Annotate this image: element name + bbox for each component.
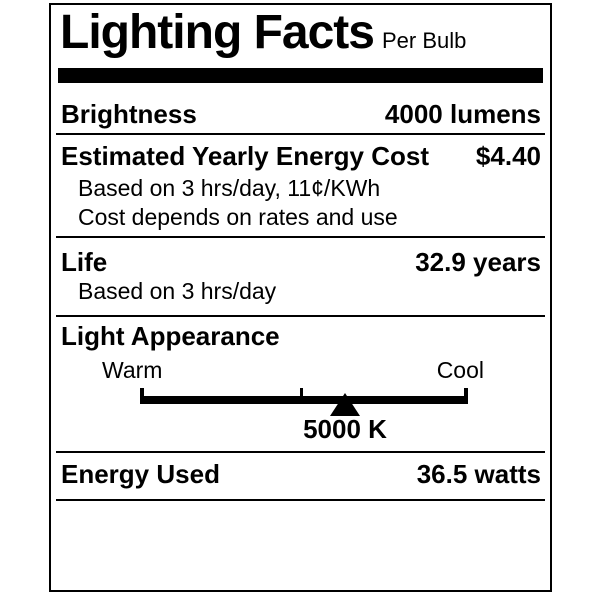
energy-used-row bbox=[61, 459, 541, 489]
life-row bbox=[61, 247, 541, 277]
cool-label: Cool bbox=[436, 357, 484, 383]
scale-bar bbox=[140, 396, 468, 404]
brightness-value: 4000 lumens bbox=[384, 99, 541, 129]
section-divider bbox=[56, 499, 545, 501]
kelvin-value: 5000 K bbox=[303, 414, 387, 444]
lighting-facts-label bbox=[49, 3, 552, 592]
brightness-row bbox=[61, 99, 541, 129]
light-appearance-section bbox=[51, 317, 550, 451]
energy-cost-row bbox=[61, 141, 541, 171]
scale-mid-tick bbox=[300, 388, 303, 396]
per-unit-text: Per Bulb bbox=[381, 28, 467, 53]
life-section bbox=[51, 238, 550, 315]
warm-cool-labels bbox=[102, 356, 484, 384]
temperature-marker-icon bbox=[330, 393, 360, 416]
light-appearance-label: Light Appearance bbox=[61, 321, 280, 351]
header-separator-bar bbox=[58, 68, 543, 83]
color-temperature-scale bbox=[140, 384, 468, 451]
energy-cost-section bbox=[51, 135, 550, 236]
life-label: Life bbox=[61, 247, 108, 277]
energy-cost-note-disclaimer: Cost depends on rates and use bbox=[78, 204, 398, 230]
brightness-section bbox=[51, 83, 550, 133]
energy-used-value: 36.5 watts bbox=[416, 459, 541, 489]
life-value: 32.9 years bbox=[415, 247, 541, 277]
energy-used-label: Energy Used bbox=[61, 459, 220, 489]
light-appearance-row bbox=[61, 321, 541, 351]
label-header bbox=[51, 5, 550, 59]
energy-cost-note-basis: Based on 3 hrs/day, 11¢/KWh bbox=[78, 175, 381, 201]
brightness-label: Brightness bbox=[61, 99, 197, 129]
energy-cost-value: $4.40 bbox=[475, 141, 541, 171]
label-title: Lighting Facts bbox=[60, 6, 374, 59]
life-note-basis: Based on 3 hrs/day bbox=[78, 278, 277, 304]
warm-label: Warm bbox=[102, 357, 163, 383]
energy-used-section bbox=[51, 453, 550, 499]
energy-cost-label: Estimated Yearly Energy Cost bbox=[61, 141, 430, 171]
